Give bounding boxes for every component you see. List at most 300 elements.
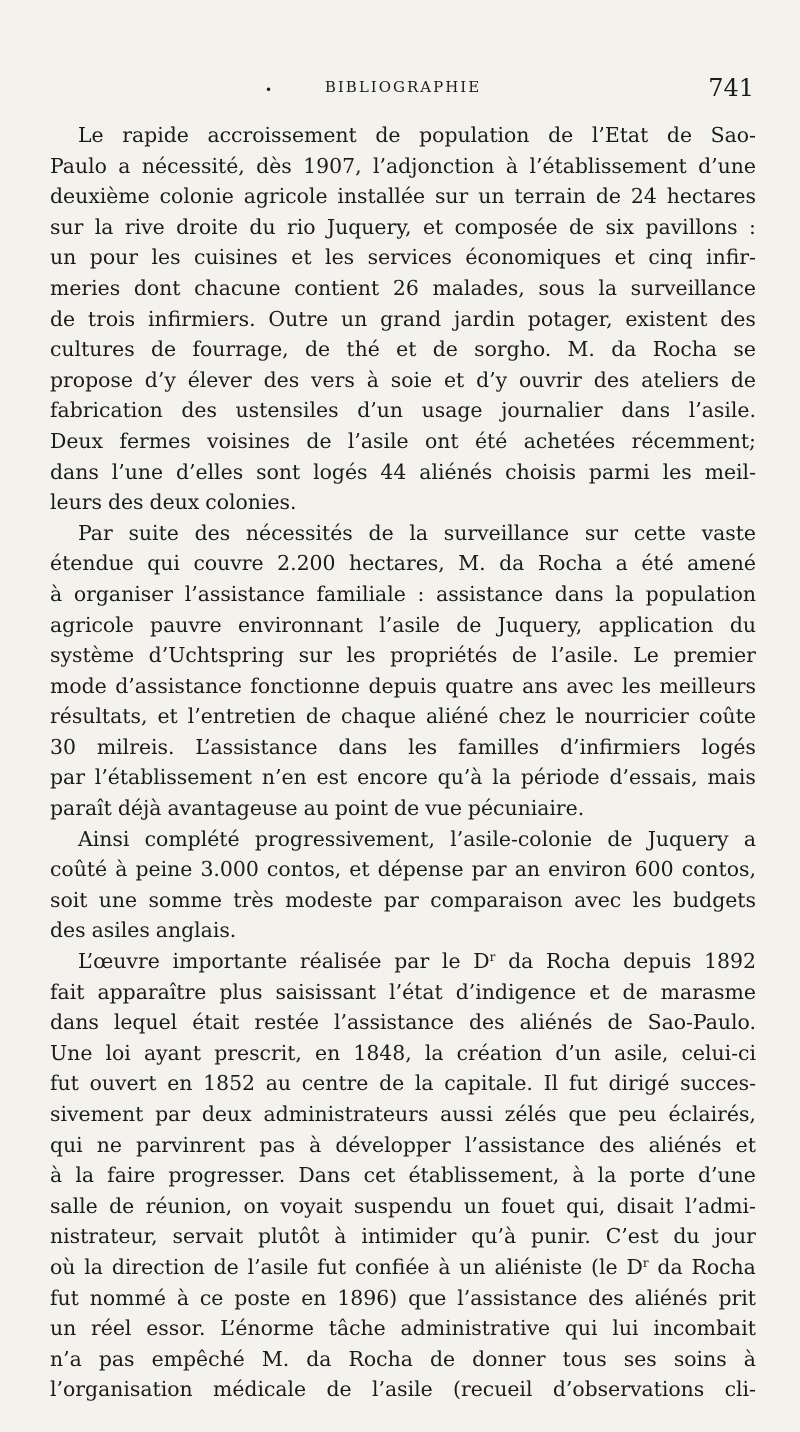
word: zélés — [504, 1102, 557, 1126]
word: Juquery, — [326, 214, 412, 239]
word: Il — [543, 1071, 559, 1096]
word: quatre — [445, 673, 514, 698]
word: la — [615, 581, 634, 606]
word: ne — [96, 1132, 122, 1157]
word: l’asile-colonie — [450, 826, 593, 851]
word: soins — [673, 1346, 727, 1371]
word: à — [334, 1224, 347, 1249]
word: d’y — [144, 367, 176, 392]
text-line — [50, 1252, 756, 1283]
word: direction — [111, 1254, 205, 1279]
word: création — [456, 1040, 543, 1065]
word: restée — [254, 1010, 319, 1035]
word: l’asile. — [551, 643, 619, 668]
word: dans — [338, 734, 388, 759]
text-line — [50, 671, 756, 702]
word: de — [151, 337, 177, 362]
word: da — [499, 551, 525, 576]
word: développer — [335, 1132, 451, 1157]
text-line — [50, 701, 756, 732]
word: journalier — [501, 398, 603, 423]
word: donner — [472, 1346, 546, 1371]
word: élever — [187, 367, 252, 392]
word: des — [263, 367, 300, 392]
word: chacune — [194, 275, 281, 300]
word: pécuniaire. — [467, 796, 585, 821]
word: disait — [616, 1193, 674, 1218]
word: loi — [105, 1040, 131, 1065]
word: et — [735, 1132, 756, 1157]
word: voyait — [280, 1193, 343, 1218]
word: l’établissement — [94, 765, 253, 790]
word: Sao-Paulo. — [647, 1010, 756, 1035]
word: qu’à — [437, 765, 483, 790]
word: L’assistance — [195, 734, 318, 759]
word: C’est — [605, 1224, 659, 1249]
word: été — [474, 428, 508, 453]
word: malades, — [432, 275, 525, 300]
word: se — [733, 337, 756, 362]
word: l’établissement — [529, 153, 687, 178]
word: de — [607, 826, 633, 851]
word: droite — [176, 214, 238, 239]
word: à — [115, 857, 128, 882]
text-line — [50, 915, 756, 946]
word: un — [463, 1193, 491, 1218]
word: les — [662, 459, 692, 484]
word: rive — [124, 214, 165, 239]
word: en — [315, 1040, 341, 1065]
word: 600 — [634, 857, 674, 882]
word: n’en — [261, 765, 307, 790]
word: d’infirmiers — [559, 734, 681, 759]
word: centre — [301, 1071, 369, 1096]
word: l’asile — [379, 612, 440, 637]
word: suite — [128, 520, 179, 545]
word: système — [50, 643, 135, 668]
word: hectares, — [348, 551, 445, 576]
text-line — [50, 151, 756, 182]
word: Deux — [50, 428, 104, 453]
word: propriétés — [390, 643, 498, 668]
word: deuxième — [50, 184, 150, 209]
word: saisissant — [275, 979, 377, 1004]
word: pour — [89, 245, 138, 270]
word: de — [304, 337, 331, 362]
word: de — [569, 214, 595, 239]
word: meries — [50, 275, 121, 300]
word: rapide — [122, 123, 189, 147]
word: avec — [566, 673, 614, 698]
word: voisines — [207, 428, 291, 453]
word: la — [598, 275, 617, 300]
word: qui — [147, 551, 180, 576]
word: budgets — [672, 887, 756, 912]
word: amené — [687, 551, 756, 576]
word: prit — [718, 1285, 756, 1310]
text-line — [50, 181, 756, 212]
word: suspendu — [353, 1193, 453, 1218]
word: dans — [50, 1010, 99, 1035]
word: hectares — [666, 184, 756, 209]
word: fermes — [119, 428, 191, 453]
word: du — [673, 1224, 700, 1249]
word: fut — [50, 1285, 79, 1310]
word: par — [50, 765, 85, 790]
word: : — [749, 214, 756, 239]
word: la — [75, 1163, 94, 1188]
word: parvinrent — [136, 1132, 246, 1157]
word: modeste — [285, 887, 373, 912]
word: tous — [562, 1346, 607, 1371]
text-line — [50, 1130, 756, 1161]
word: parmi — [588, 459, 650, 484]
word: encore — [357, 765, 428, 790]
word: les — [408, 734, 438, 759]
word: succes- — [680, 1071, 756, 1096]
word: les — [346, 643, 376, 668]
word: à — [438, 1254, 451, 1279]
word: da — [657, 1254, 683, 1279]
word: Juquery, — [497, 612, 583, 637]
word: de — [511, 643, 537, 668]
word: 44 — [380, 459, 407, 484]
word: colonies. — [205, 490, 297, 515]
word: 1852 — [203, 1071, 256, 1096]
word: sur — [298, 643, 332, 668]
word: soie — [390, 367, 433, 392]
word: sur — [434, 184, 469, 209]
word: fut — [50, 1071, 79, 1096]
word: ans — [522, 673, 558, 698]
word: organiser — [73, 581, 174, 606]
word: environ — [548, 857, 627, 882]
word: usage — [421, 398, 483, 423]
word: avantageuse — [167, 796, 298, 821]
word: très — [233, 887, 274, 912]
word: administrateurs — [263, 1102, 429, 1126]
word: la — [84, 1254, 103, 1279]
word: sivement — [50, 1102, 144, 1126]
word: de — [326, 1377, 352, 1402]
word: les — [151, 245, 181, 270]
word: Rocha — [348, 1346, 413, 1371]
word: premier — [673, 643, 756, 668]
text-line — [50, 365, 756, 396]
word: da — [306, 1346, 332, 1371]
word: leurs — [50, 490, 102, 515]
word: du — [729, 612, 756, 637]
word: ustensiles — [235, 398, 339, 423]
word: des — [194, 520, 231, 545]
word: colonie — [159, 184, 234, 209]
word: à — [176, 1285, 189, 1310]
word: de — [379, 1071, 405, 1096]
word: Dans — [298, 1163, 351, 1188]
word: familles — [457, 734, 540, 759]
word: peine — [135, 857, 193, 882]
word: à — [505, 153, 519, 178]
word: services — [367, 245, 452, 270]
word: jardin — [454, 306, 515, 331]
word: Le — [633, 643, 659, 668]
word: fonctionne — [250, 673, 360, 698]
text-line — [50, 273, 756, 304]
word: Une — [50, 1040, 93, 1065]
text-line — [50, 793, 756, 824]
word: Le — [78, 123, 104, 147]
word: déjà — [117, 796, 162, 821]
word: fait — [50, 979, 85, 1004]
word: l’assistance — [333, 1010, 454, 1035]
text-line — [50, 426, 756, 457]
word: par — [471, 857, 507, 882]
word: ses — [623, 1346, 657, 1371]
word: de — [730, 367, 756, 392]
word: et — [443, 367, 465, 392]
word: essor. — [146, 1316, 206, 1341]
word: à — [309, 1132, 322, 1157]
word: servait — [172, 1224, 244, 1249]
word: des — [720, 306, 756, 331]
word: qu’à — [471, 1224, 517, 1249]
word: dirigé — [608, 1071, 670, 1096]
text-line — [50, 457, 756, 488]
word: à — [50, 1163, 63, 1188]
word: deux — [201, 1102, 252, 1126]
word: da — [508, 949, 534, 974]
word: d’essais, — [609, 765, 698, 790]
running-title: BIBLIOGRAPHIE — [324, 78, 482, 96]
word: et — [422, 214, 444, 239]
word: de — [432, 337, 458, 362]
word: l’asile — [247, 1254, 309, 1279]
word: punir. — [531, 1224, 591, 1249]
word: à — [366, 367, 379, 392]
text-line — [50, 1038, 756, 1069]
word: des — [593, 367, 630, 392]
word: agricole — [50, 612, 134, 637]
word: de — [306, 428, 332, 453]
word: application — [598, 612, 714, 637]
word: 2.200 — [277, 551, 336, 576]
word: ouvert — [89, 1071, 157, 1096]
word: deux — [149, 490, 200, 515]
word: et — [291, 245, 312, 270]
word: sous — [538, 275, 585, 300]
word: au — [303, 796, 329, 821]
word: Rocha — [546, 949, 611, 974]
word: ont — [425, 428, 459, 453]
word: l’une — [111, 459, 164, 484]
word: de — [305, 704, 332, 729]
word: période — [520, 765, 600, 790]
word: fourrage, — [192, 337, 289, 362]
word: des — [107, 490, 144, 515]
word: an — [514, 857, 541, 882]
text-line — [50, 1313, 756, 1344]
word: rio — [286, 214, 316, 239]
word: d’elles — [176, 459, 244, 484]
word: da — [611, 337, 637, 362]
word: (recueil — [453, 1377, 533, 1402]
text-line — [50, 610, 756, 641]
word: apparaître — [97, 979, 207, 1004]
text-line — [50, 212, 756, 243]
word: que — [568, 1102, 607, 1126]
text-line — [50, 1221, 756, 1252]
word: sont — [256, 459, 301, 484]
word: Rocha — [537, 551, 603, 576]
text-line — [50, 579, 756, 610]
word: médicale — [212, 1377, 307, 1402]
word: sur — [584, 520, 619, 545]
word: et — [157, 704, 178, 729]
word: pauvre — [150, 612, 222, 637]
word: assistance — [436, 581, 544, 606]
word: tâche — [328, 1316, 386, 1341]
word: sorgho. — [474, 337, 552, 362]
word: 24 — [630, 184, 657, 209]
word: fut — [568, 1071, 598, 1096]
word: de — [548, 123, 574, 147]
word: d’une — [697, 1163, 756, 1188]
word: récemment; — [631, 428, 756, 453]
text-line — [50, 1068, 756, 1099]
word: asile, — [614, 1040, 669, 1065]
word: les — [325, 245, 355, 270]
word: empêché — [151, 1346, 245, 1371]
word: surveillance — [630, 275, 756, 300]
word: M. — [567, 337, 595, 362]
word: chez — [498, 704, 546, 729]
word: à — [572, 1163, 585, 1188]
word: dépense — [377, 857, 464, 882]
word: d’observations — [552, 1377, 705, 1402]
word: confiée — [354, 1254, 430, 1279]
word: Outre — [268, 306, 329, 331]
word: n’a — [50, 1346, 82, 1371]
text-line — [50, 824, 756, 855]
word: un — [478, 184, 505, 209]
word: L’œuvre — [78, 949, 160, 974]
word: été — [641, 551, 674, 576]
word: la — [492, 765, 511, 790]
word: (le — [591, 1254, 618, 1279]
word: l’adjonction — [372, 153, 495, 178]
word: infirmiers. — [147, 306, 256, 331]
text-line — [50, 640, 756, 671]
word: ce — [199, 1285, 224, 1310]
word: 1896) — [337, 1285, 398, 1310]
word: 1892 — [704, 949, 756, 974]
word: et — [614, 245, 635, 270]
word: coûte — [698, 704, 756, 729]
word: réalisée — [299, 949, 382, 974]
text-line — [50, 1099, 756, 1130]
word: de — [622, 979, 648, 1004]
text-line — [50, 1374, 756, 1405]
text-line — [50, 334, 756, 365]
word: aliénés — [648, 1132, 722, 1157]
word: propose — [50, 367, 133, 392]
word: $D^r$ — [473, 949, 496, 974]
word: Paulo — [50, 153, 107, 178]
word: porte — [629, 1163, 685, 1188]
word: a — [615, 551, 628, 576]
word: couvre — [193, 551, 264, 576]
word: de — [50, 306, 76, 331]
word: environnant — [237, 612, 363, 637]
text-line — [50, 1344, 756, 1375]
word: vaste — [701, 520, 756, 545]
word: résultats, — [50, 704, 148, 729]
text-line — [50, 487, 756, 518]
word: Rocha — [691, 1254, 756, 1279]
word: établissement, — [408, 1163, 560, 1188]
word: un — [459, 1254, 486, 1279]
text-line — [50, 518, 756, 549]
running-head — [50, 74, 756, 108]
word: des — [588, 1285, 624, 1310]
header-dot: • — [265, 83, 273, 97]
word: la — [424, 1040, 444, 1065]
word: celui-ci — [681, 1040, 756, 1065]
word: à — [743, 1346, 756, 1371]
text-line — [50, 946, 756, 977]
word: existent — [625, 306, 708, 331]
word: nistrateur, — [50, 1224, 158, 1249]
word: terrain — [514, 184, 586, 209]
word: l’assistance — [457, 1285, 578, 1310]
word: nommé — [89, 1285, 166, 1310]
word: des — [50, 918, 86, 943]
word: soit — [50, 887, 88, 912]
word: somme — [148, 887, 222, 912]
word: du — [249, 214, 276, 239]
word: : — [417, 581, 425, 606]
body-text — [50, 120, 756, 1405]
word: de — [368, 520, 394, 545]
word: pas — [259, 1132, 296, 1157]
word: Rocha — [652, 337, 718, 362]
word: la — [414, 1071, 434, 1096]
word: aliénés — [634, 1285, 708, 1310]
word: que — [408, 1285, 447, 1310]
word: mode — [50, 673, 107, 698]
word: meilleurs — [659, 673, 756, 698]
word: logés — [701, 734, 756, 759]
word: composée — [454, 214, 558, 239]
word: nécessités — [245, 520, 353, 545]
text-line — [50, 1007, 756, 1038]
word: l’Etat — [591, 123, 649, 147]
word: l’organisation — [50, 1377, 193, 1402]
word: est — [316, 765, 348, 790]
text-line — [50, 395, 756, 426]
word: M. — [261, 1346, 290, 1371]
word: de — [607, 1010, 633, 1035]
text-line — [50, 854, 756, 885]
word: prescrit, — [214, 1040, 302, 1065]
word: et — [589, 979, 610, 1004]
word: pas — [98, 1346, 135, 1371]
word: par — [383, 887, 419, 912]
page-number: 741 — [708, 74, 754, 102]
word: milreis. — [96, 734, 175, 759]
word: des — [468, 1010, 505, 1035]
word: le — [555, 704, 575, 729]
